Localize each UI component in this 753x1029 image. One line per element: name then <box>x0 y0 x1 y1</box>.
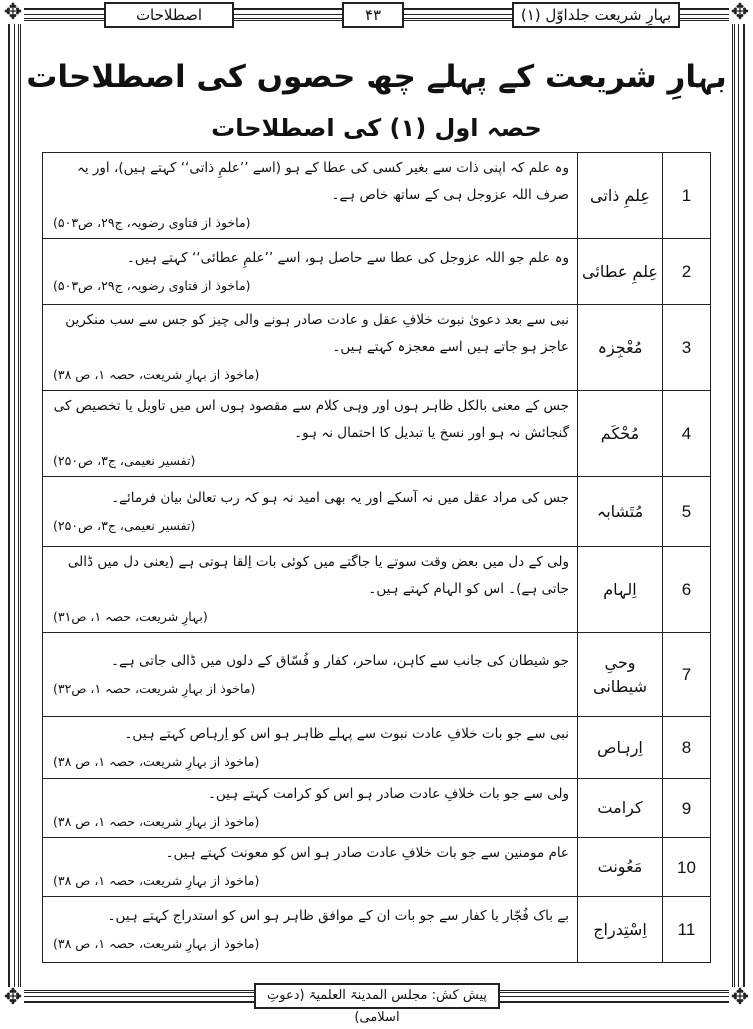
page-subtitle: حصہ اول (۱) کی اصطلاحات <box>211 114 542 142</box>
table-row <box>43 391 711 477</box>
row-number: 7 <box>663 633 711 717</box>
definition-source: (ماخوذ از بہارِ شریعت، حصہ ۱، ص ۳۸) <box>53 935 260 951</box>
row-number: 9 <box>663 779 711 838</box>
row-number: 2 <box>663 239 711 305</box>
table-row <box>43 239 711 305</box>
term-cell: کرامت <box>578 779 663 838</box>
definition-source: (بہارِ شریعت، حصہ ۱، ص۳۱) <box>53 609 208 624</box>
definition-text: عام مومنین سے جو بات خلافِ عادت صادر ہو اس کو معونت کہتے ہیں۔ <box>165 845 569 861</box>
term-cell: وحیِ شیطانی <box>578 633 663 717</box>
corner-ornament-icon: ✥ <box>730 0 750 25</box>
definition-source: (ماخوذ از فتاوی رضویہ، ج۲۹، ص۵۰۳) <box>53 215 251 230</box>
definition-text: وہ علم کہ اپنی ذات سے بغیر کسی کی عطا کے ہو (اسے ’’علمِ ذاتی‘‘ کہتے ہیں)، اور یہ صرف اللہ عزوجل ہی کے ساتھ خاص ہے۔ <box>76 160 569 203</box>
term-cell: اِلہام <box>578 547 663 633</box>
table-row <box>43 717 711 779</box>
corner-ornament-icon: ✥ <box>3 0 23 25</box>
definition-cell <box>43 305 578 391</box>
definition-text: نبی سے بعد دعویٰ نبوت خلافِ عقل و عادت صادر ہونے والی چیز کو جس سے سب منکرین عاجز ہو جاتے ہیں اسے معجزہ کہتے ہیں۔ <box>65 312 569 355</box>
table-row <box>43 477 711 547</box>
term-cell: مُعْجِزہ <box>578 305 663 391</box>
table-row <box>43 897 711 963</box>
definition-cell <box>43 153 578 239</box>
definition-cell <box>43 391 578 477</box>
definition-source: (تفسیر نعیمی، ج۳، ص۲۵۰) <box>53 453 196 468</box>
term-cell: اِسْتِدراج <box>578 897 663 963</box>
term-cell: مَعُونت <box>578 838 663 897</box>
header-section-title <box>104 2 234 28</box>
row-number: 3 <box>663 305 711 391</box>
definition-source: (تفسیر نعیمی، ج۳، ص۲۵۰) <box>53 517 196 533</box>
definition-text: ولی سے جو بات خلافِ عادت صادر ہو اس کو کرامت کہتے ہیں۔ <box>207 786 569 802</box>
definition-text: جس کی مراد عقل میں نہ آسکے اور یہ بھی امید نہ ہو کہ رب تعالیٰ بیان فرمائے۔ <box>111 489 569 506</box>
row-number: 4 <box>663 391 711 477</box>
row-number: 5 <box>663 477 711 547</box>
row-number: 8 <box>663 717 711 779</box>
definition-cell <box>43 477 578 547</box>
term-cell: عِلمِ عطائی <box>578 239 663 305</box>
definition-source: (ماخوذ از بہارِ شریعت، حصہ ۱، ص ۳۸) <box>53 367 260 382</box>
definition-text: نبی سے جو بات خلافِ عادت نبوت سے پہلے ظاہر ہو اس کو اِرہاص کہتے ہیں۔ <box>124 725 569 742</box>
table-row <box>43 779 711 838</box>
definition-text: جس کے معنی بالکل ظاہر ہوں اور وہی کلام سے مقصود ہوں اس میں تاویل یا تخصیص کی گنجائش نہ ہو اور نسخ یا تبدیل کا احتمال نہ ہو۔ <box>53 398 569 441</box>
definition-cell <box>43 897 578 963</box>
table-row <box>43 838 711 897</box>
row-number: 1 <box>663 153 711 239</box>
corner-ornament-icon: ✥ <box>730 985 750 1010</box>
header-section-title-text: اصطلاحات <box>135 6 203 24</box>
definition-source: (ماخوذ از بہارِ شریعت، حصہ ۱، ص ۳۸) <box>53 873 260 888</box>
corner-ornament-icon: ✥ <box>3 985 23 1010</box>
header-page-number <box>342 2 404 28</box>
book-title-text: بہارِ شریعت جلداوّل (۱) <box>520 6 672 24</box>
definition-cell <box>43 239 578 305</box>
table-row <box>43 153 711 239</box>
term-cell: مُحْکَم <box>578 391 663 477</box>
term-cell: اِرہاص <box>578 717 663 779</box>
footer-publisher <box>254 983 500 1025</box>
footer-text: پیش کش: مجلس المدینۃ العلمیۃ (دعوتِ اسلامی) <box>267 988 487 1025</box>
row-number: 10 <box>663 838 711 897</box>
table-row <box>43 547 711 633</box>
row-number: 6 <box>663 547 711 633</box>
term-cell: مُتَشابہ <box>578 477 663 547</box>
definition-source: (ماخوذ از بہارِ شریعت، حصہ ۱، ص ۳۸) <box>53 814 260 829</box>
table-row <box>43 305 711 391</box>
header-book-title <box>512 2 680 28</box>
definition-text: وہ علم جو اللہ عزوجل کی عطا سے حاصل ہو، اسے ’’علمِ عطائی‘‘ کہتے ہیں۔ <box>126 249 569 266</box>
definition-cell <box>43 717 578 779</box>
definition-text: بے باک فُجّار یا کفار سے جو بات ان کے موافق ظاہر ہو اس کو استدراج کہتے ہیں۔ <box>107 907 569 924</box>
term-cell: عِلمِ ذاتی <box>578 153 663 239</box>
definition-cell <box>43 779 578 838</box>
definition-source: (ماخوذ از فتاوی رضویہ، ج۲۹، ص۵۰۳) <box>53 277 251 293</box>
definition-text: ولی کے دل میں بعض وقت سوتے یا جاگتے میں کوئی بات اِلقا ہوتی ہے (یعنی دل میں ڈالی جاتی ہے)۔ اس کو الہام کہتے ہیں۔ <box>67 554 569 597</box>
definition-text: جو شیطان کی جانب سے کاہن، ساحر، کفار و فُسّاق کے دلوں میں ڈالی جاتی ہے۔ <box>111 652 569 669</box>
page-number-text: ۴۳ <box>364 6 382 24</box>
page-title: بہارِ شریعت کے پہلے چھ حصوں کی اصطلاحات <box>26 59 727 95</box>
definition-cell <box>43 547 578 633</box>
terms-table <box>42 152 711 963</box>
table-row <box>43 633 711 717</box>
definition-cell <box>43 838 578 897</box>
definition-cell <box>43 633 578 717</box>
row-number: 11 <box>663 897 711 963</box>
definition-source: (ماخوذ از بہارِ شریعت، حصہ ۱، ص ۳۸) <box>53 753 260 769</box>
definition-source: (ماخوذ از بہارِ شریعت، حصہ ۱، ص۳۲) <box>53 680 256 696</box>
